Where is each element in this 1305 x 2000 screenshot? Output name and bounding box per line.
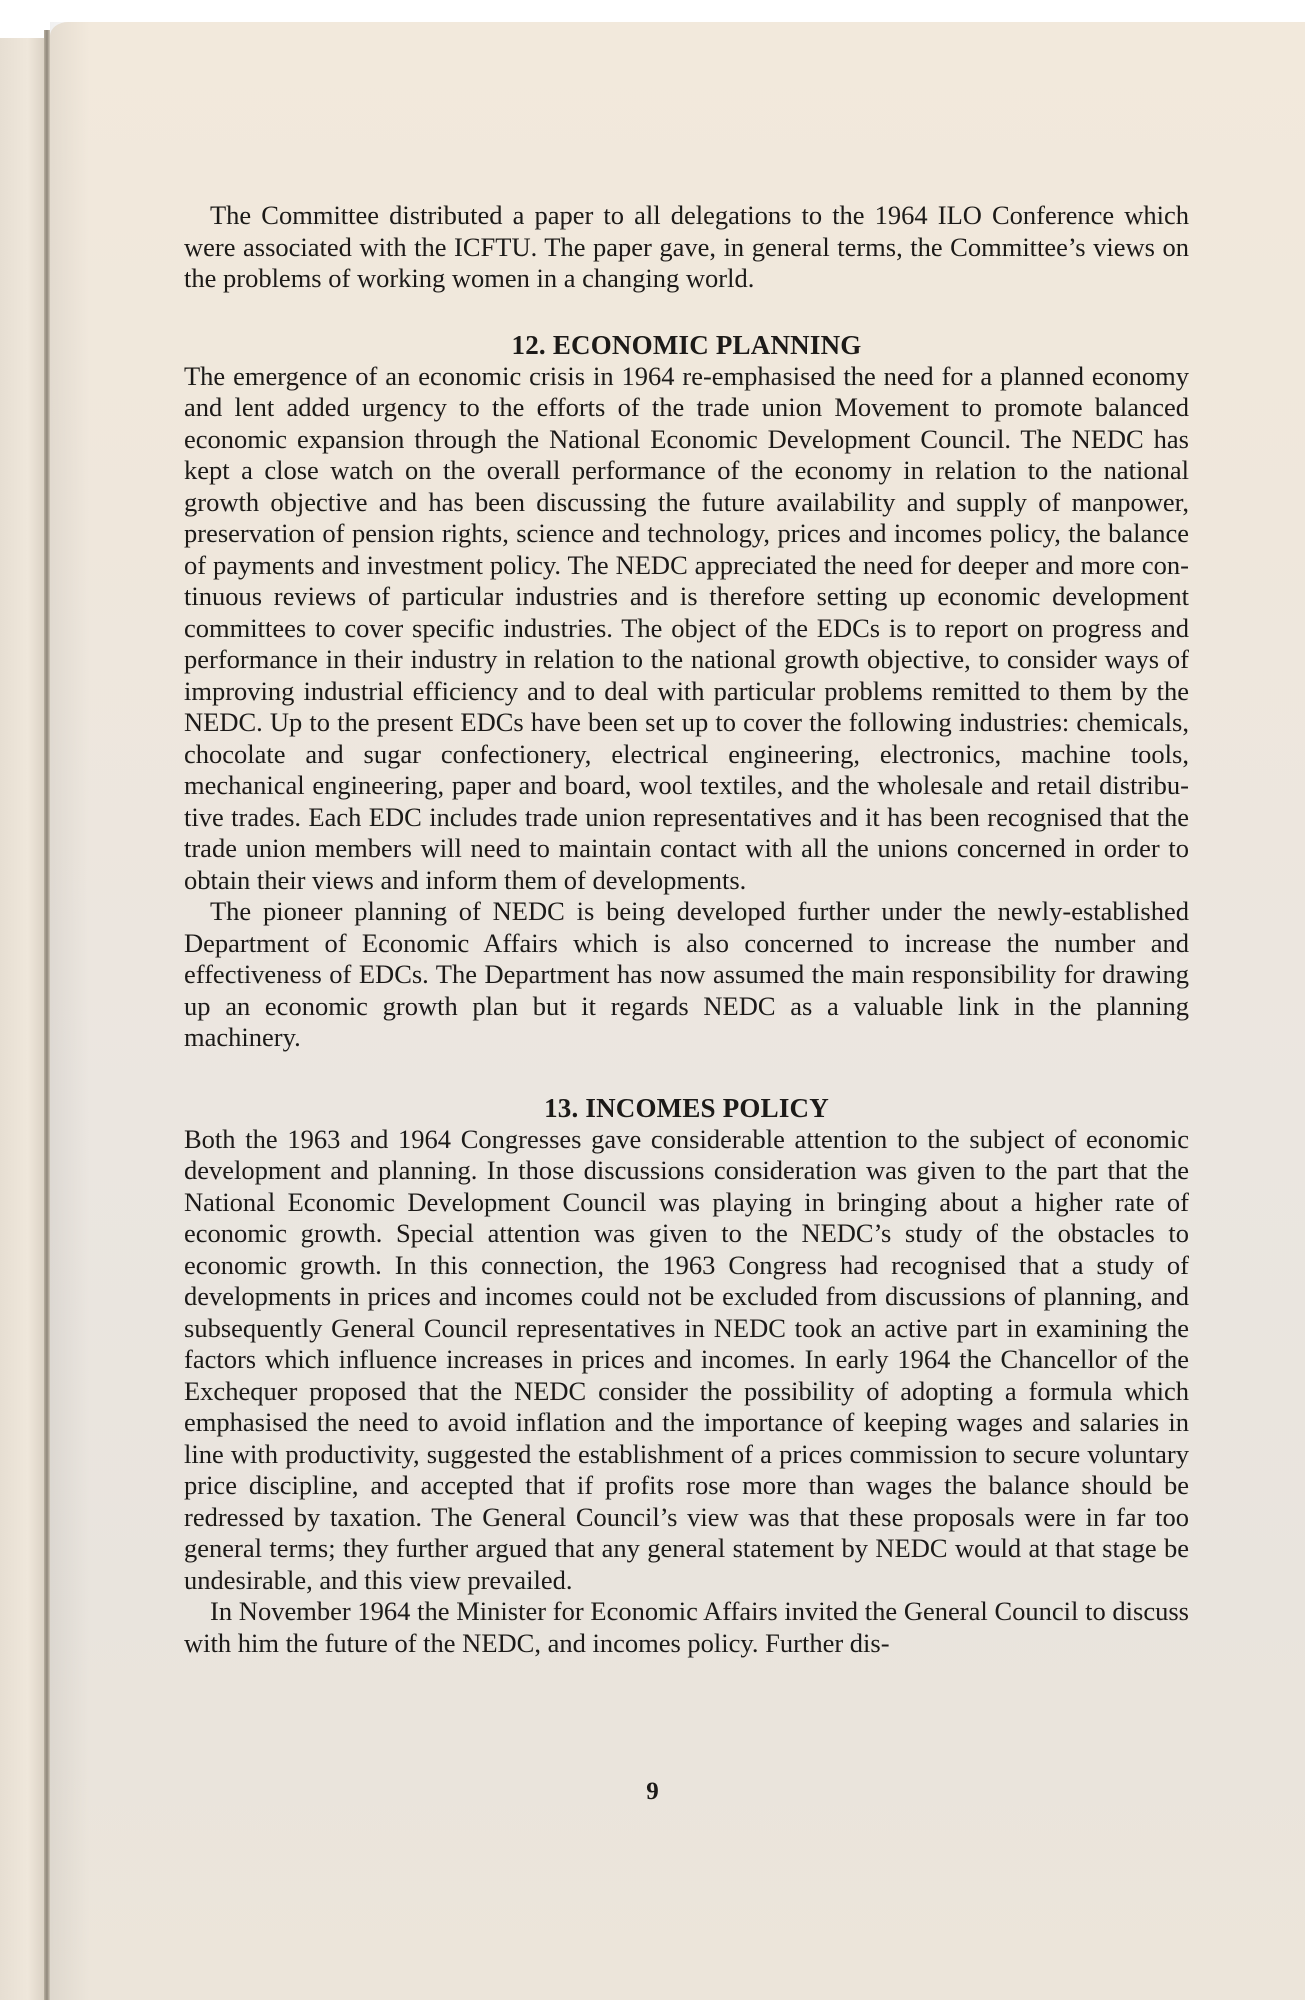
section-paragraph: Both the 1963 and 1964 Congresses gave considerable attention to the subject of economic development and planning. In those discussions consideration was given to the part that the National Economic Development Council was playing in bringing about a higher rate of economic growth. Special attention was given to the NEDC’s study of the obstacles to economic growth. In this connection, the 1963 Congress had recognised that a study of developments in prices and incomes could not be excluded from discussions of planning, and subsequently General Council representatives in NEDC took an active part in examining the factors which influence increases in prices and incomes. In early 1964 the Chancellor of the Exchequer proposed that the NEDC consider the possibility of adopting a formula which emphasised the need to avoid inflation and the importance of keeping wages and salaries in line with productivity, suggested the establishment of a prices commission to secure voluntary price discipline, and accepted that if profits rose more than wages the balance should be redressed by taxation. The General Council’s view was that these proposals were in far too general terms; they further argued that any general statement by NEDC would at that stage be undesirable, and this view prevailed. xyxy=(184,1123,1189,1595)
section-paragraph: In November 1964 the Minister for Economic Affairs invited the General Council to discuss with him the future of the NEDC, and incomes policy. Further dis- xyxy=(184,1596,1189,1658)
section-heading: 12. ECONOMIC PLANNING xyxy=(511,329,862,360)
section-incomes-policy xyxy=(184,1092,1189,1660)
page-body xyxy=(184,200,1189,1659)
section-paragraph: The emergence of an economic crisis in 1964 re-emphasised the need for a planned economy and lent added urgency to the efforts of the trade union Movement to promote balanced economic expansion through the National Economic Development Council. The NEDC has kept a close watch on the overall performance of the economy in relation to the national growth objective and has been discussing the future availability and supply of manpower, preservation of pension rights, science and technology, prices and incomes policy, the balance of payments and investment policy. The NEDC appreciated the need for deeper and more continuous reviews of particular industries and is therefore setting up economic development committees to cover specific industries. The object of the EDCs is to report on progress and performance in their industry in relation to the national growth objective, to consider ways of improving industrial efficiency and to deal with particular problems remitted to them by the NEDC. Up to the present EDCs have been set up to cover the following industries: chemicals, chocolate and sugar confectionery, electrical engineering, electronics, machine tools, mechanical engineering, paper and board, wool textiles, and the wholesale and retail distributive trades. Each EDC includes trade union representatives and it has been recognised that the trade union members will need to maintain contact with all the unions concerned in order to obtain their views and inform them of developments. xyxy=(184,360,1189,895)
section-spacer xyxy=(184,295,1189,329)
section-paragraph: The pioneer planning of NEDC is being developed further under the newly-established Department of Economic Affairs which is also concerned to increase the number and effectiveness of EDCs. The Department has now assumed the main responsibility for drawing up an economic growth plan but it regards NEDC as a valuable link in the planning machinery. xyxy=(184,896,1189,1052)
facing-page-edge xyxy=(0,38,46,2000)
document-page xyxy=(50,22,1305,2000)
section-spacer xyxy=(184,1054,1189,1092)
intro-paragraph: The Committee distributed a paper to all delegations to the 1964 ILO Conference which were associated with the ICFTU. The paper gave, in general terms, the Committee’s views on the problems of working women in a changing world. xyxy=(184,200,1189,293)
section-heading: 13. INCOMES POLICY xyxy=(544,1092,829,1123)
page-number: 9 xyxy=(646,1778,659,1805)
section-economic-planning xyxy=(184,329,1189,1054)
